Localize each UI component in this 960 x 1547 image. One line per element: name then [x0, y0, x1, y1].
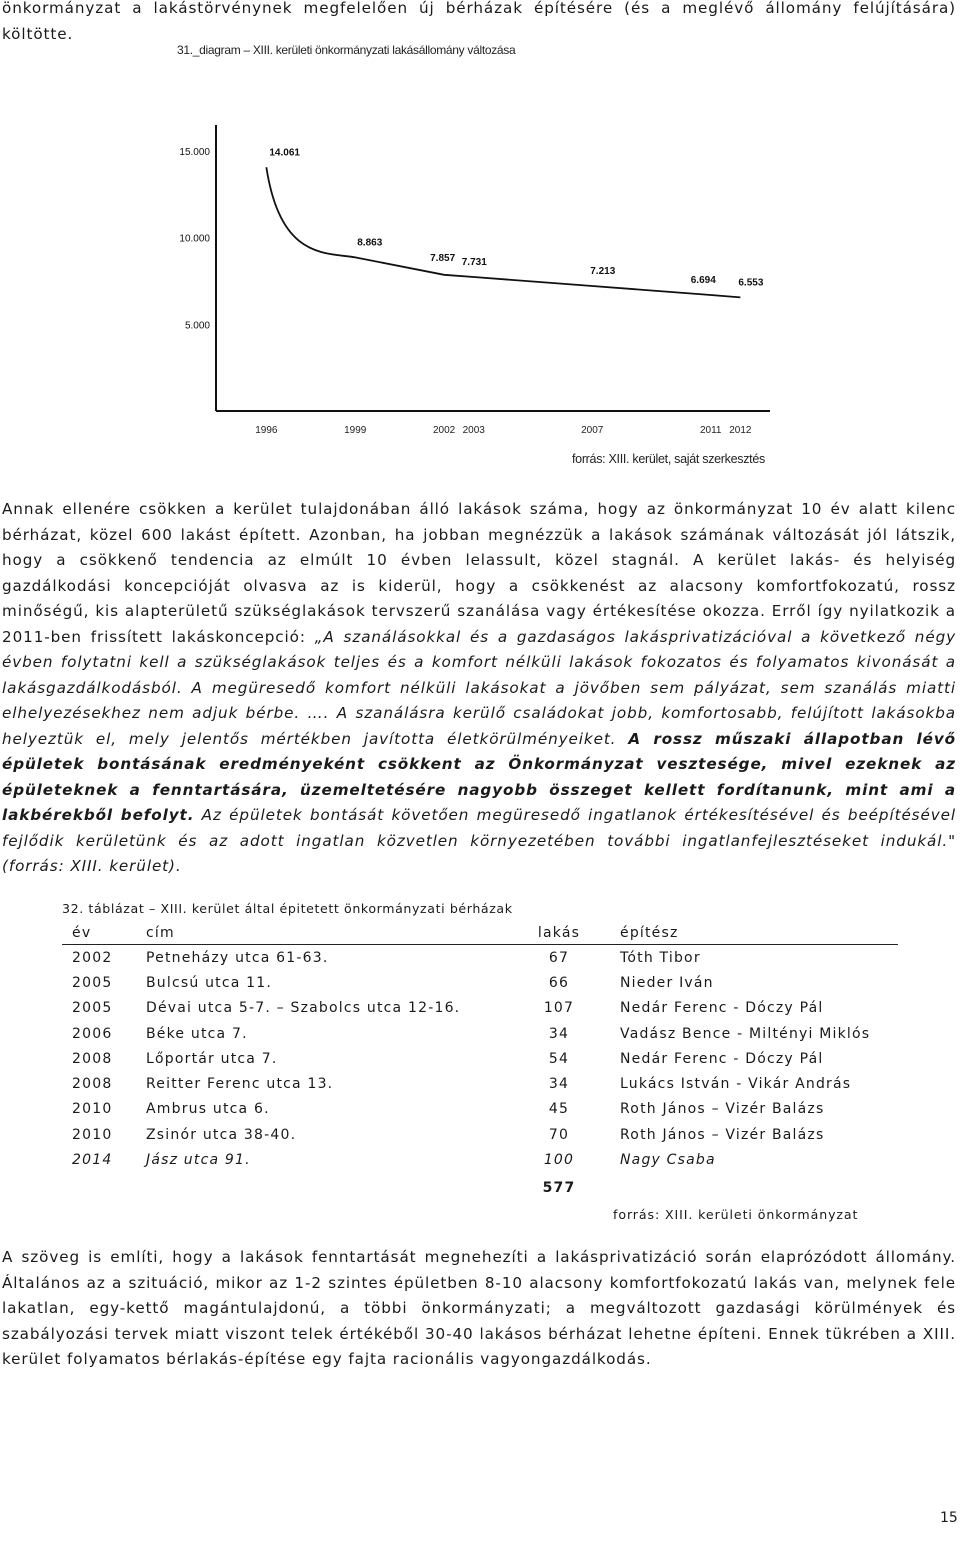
intro-paragraph: önkormányzat a lakástörvénynek megfelelően új bérházak építésére (és a meglévő állomány felújítására) költötte.	[2, 0, 956, 43]
cell-year: 2014	[72, 1152, 113, 1169]
cell-year: 2002	[72, 949, 113, 966]
data-label: 7.731	[461, 256, 487, 268]
cell-architect: Tóth Tibor	[620, 949, 701, 966]
x-tick-label: 1999	[344, 425, 367, 436]
table-row	[62, 996, 898, 1021]
table-header-row	[62, 921, 898, 945]
cell-architect: Lukács István - Vikár András	[620, 1076, 852, 1093]
cell-units: 45	[548, 1101, 570, 1118]
main-paragraph	[2, 497, 956, 880]
cell-architect: Nedár Ferenc - Dóczy Pál	[620, 1000, 824, 1017]
y-tick-label: 10.000	[179, 233, 210, 245]
cell-address: Lőportár utca 7.	[146, 1050, 278, 1067]
cell-address: Petneházy utca 61-63.	[146, 949, 329, 966]
data-label: 6.553	[738, 277, 764, 289]
table-row	[62, 1046, 898, 1071]
cell-architect: Vadász Bence - Miltényi Miklós	[620, 1025, 871, 1042]
cell-address: Reitter Ferenc utca 13.	[146, 1076, 334, 1093]
data-label: 8.863	[357, 237, 383, 249]
cell-address: Jász utca 91.	[146, 1152, 251, 1169]
quote-bold-text: A rossz műszaki állapotban lévő épületek bontásának eredményeként csökkent az Önkormányzat vesztesége, mivel ezeknek az épületeknek a fenntartására, üzemeltetésére nagyobb összeget kellett fordítanunk, mint ami a lakbérekből befolyt.	[2, 729, 956, 824]
series-line	[266, 167, 740, 297]
table-total-row	[62, 1173, 898, 1203]
cell-address: Ambrus utca 6.	[146, 1101, 270, 1118]
header-units: lakás	[510, 921, 608, 945]
housing-table	[62, 921, 898, 1203]
table-row	[62, 970, 898, 995]
cell-units: 66	[548, 974, 570, 991]
empty-cell	[62, 1173, 144, 1203]
data-label: 6.694	[690, 274, 716, 286]
quote-text: „A szanálásokkal és a gazdaságos lakásprivatizációval a következő négy évben folytatni kell a szükséglakások teljes és a komfort nélküli lakások fokozatos és folyamatos kivonását a lakásgazdálkodásból. A megüresedő komfort nélküli lakásokat a jövőben sem pályázat, sem szanálás miatti elhelyezésekhez nem adjuk bérbe. …. A szanálásra kerülő családokat jobb, komfortosabb, felújított lakásokba helyeztük el, mely jelentős mértékben javította életkörülményeiket.	[2, 627, 956, 748]
cell-architect: Roth János – Vizér Balázs	[620, 1101, 825, 1118]
table-row	[62, 945, 898, 971]
cell-year: 2006	[72, 1025, 113, 1042]
x-tick-label: 2011	[699, 425, 722, 436]
x-tick-label: 2003	[462, 425, 485, 436]
cell-units: 107	[543, 1000, 575, 1017]
cell-year: 2005	[72, 974, 113, 991]
y-tick-label: 15.000	[179, 147, 210, 158]
chart-caption: 31._diagram – XIII. kerületi önkormányzati lakásállomány változása	[177, 43, 516, 57]
data-label: 7.857	[430, 252, 456, 264]
cell-architect: Nieder Iván	[620, 974, 714, 991]
table-row	[62, 1071, 898, 1096]
x-tick-label: 2007	[581, 425, 604, 436]
cell-architect: Nagy Csaba	[620, 1152, 716, 1169]
table-row	[62, 1122, 898, 1147]
cell-address: Bulcsú utca 11.	[146, 974, 273, 991]
cell-year: 2010	[72, 1126, 113, 1143]
cell-year: 2010	[72, 1101, 113, 1118]
cell-address: Béke utca 7.	[146, 1025, 248, 1042]
x-tick-label: 1996	[255, 425, 278, 436]
table-row	[62, 1147, 898, 1172]
y-tick-label: 5.000	[184, 320, 210, 332]
total-units: 577	[542, 1179, 576, 1196]
cell-address: Zsinór utca 38-40.	[146, 1126, 297, 1143]
data-label: 7.213	[590, 265, 616, 277]
header-year: év	[62, 921, 144, 945]
chart-source: forrás: XIII. kerület, saját szerkesztés	[572, 452, 765, 466]
cell-units: 100	[543, 1152, 575, 1169]
header-address: cím	[144, 921, 510, 945]
closing-paragraph: A szöveg is említi, hogy a lakások fenntartását megnehezíti a lakásprivatizáció során elaprózódott állomány. Általános az a szituáció, mikor az 1-2 szintes épületben 8-10 alacsony komfortfokozatú lakás van, melynek fele lakatlan, egy-kettő magántulajdonú, a többi önkormányzati; a megváltozott gazdasági körülmények és szabályozási tervek miatt viszont telek értékéből 30-40 lakásos bérházat lehetne építeni. Ennek tükrében a XIII. kerület folyamatos bérlakás-építése egy fajta racionális vagyongazdálkodás.	[2, 1248, 956, 1368]
page-number: 15	[940, 1510, 958, 1526]
table-caption: 32. táblázat – XIII. kerület által épitetett önkormányzati bérházak	[62, 901, 513, 916]
cell-architect: Nedár Ferenc - Dóczy Pál	[620, 1050, 824, 1067]
cell-address: Dévai utca 5-7. – Szabolcs utca 12-16.	[146, 1000, 461, 1017]
empty-cell	[608, 1173, 898, 1203]
data-label: 14.061	[269, 147, 300, 159]
table-row	[62, 1021, 898, 1046]
quote-text-end: Az épületek bontását követően megüresedő ingatlanok értékesítésével és beépítésével fejlődik kerületünk és az adott ingatlan közvetlen környezetében további ingatlanfejlesztéseket indukál."(forrás: XIII. kerület).	[2, 806, 956, 875]
cell-units: 54	[548, 1050, 570, 1067]
header-architect: építész	[608, 921, 898, 945]
empty-cell	[144, 1173, 510, 1203]
x-tick-label: 2012	[729, 425, 752, 436]
cell-year: 2005	[72, 1000, 113, 1017]
cell-architect: Roth János – Vizér Balázs	[620, 1126, 825, 1143]
cell-units: 34	[548, 1025, 570, 1042]
table-row	[62, 1097, 898, 1122]
housing-stock-chart	[170, 120, 790, 440]
table-source: forrás: XIII. kerületi önkormányzat	[613, 1207, 859, 1222]
cell-units: 70	[548, 1126, 570, 1143]
x-tick-label: 2002	[432, 425, 456, 436]
cell-year: 2008	[72, 1050, 113, 1067]
paragraph-text: Annak ellenére csökken a kerület tulajdonában álló lakások száma, hogy az önkormányzat 10 év alatt kilenc bérházat, közel 600 lakást épített. Azonban, ha jobban megnézzük a lakások számának változását jól látszik, hogy a csökkenő tendencia az elmúlt 10 évben lelassult, közel stagnál. A kerület lakás- és helyiség gazdálkodási koncepcióját olvasva az is kiderül, hogy a csökkenést az alacsony komfortfokozatú, rossz minőségű, kis alapterületű szükséglakások tervszerű szanálása vagy értékesítése okozza. Erről így nyilatkozik a 2011-ben frissített lakáskoncepció:	[2, 500, 956, 646]
cell-units: 67	[548, 949, 570, 966]
cell-year: 2008	[72, 1076, 113, 1093]
cell-units: 34	[548, 1076, 570, 1093]
